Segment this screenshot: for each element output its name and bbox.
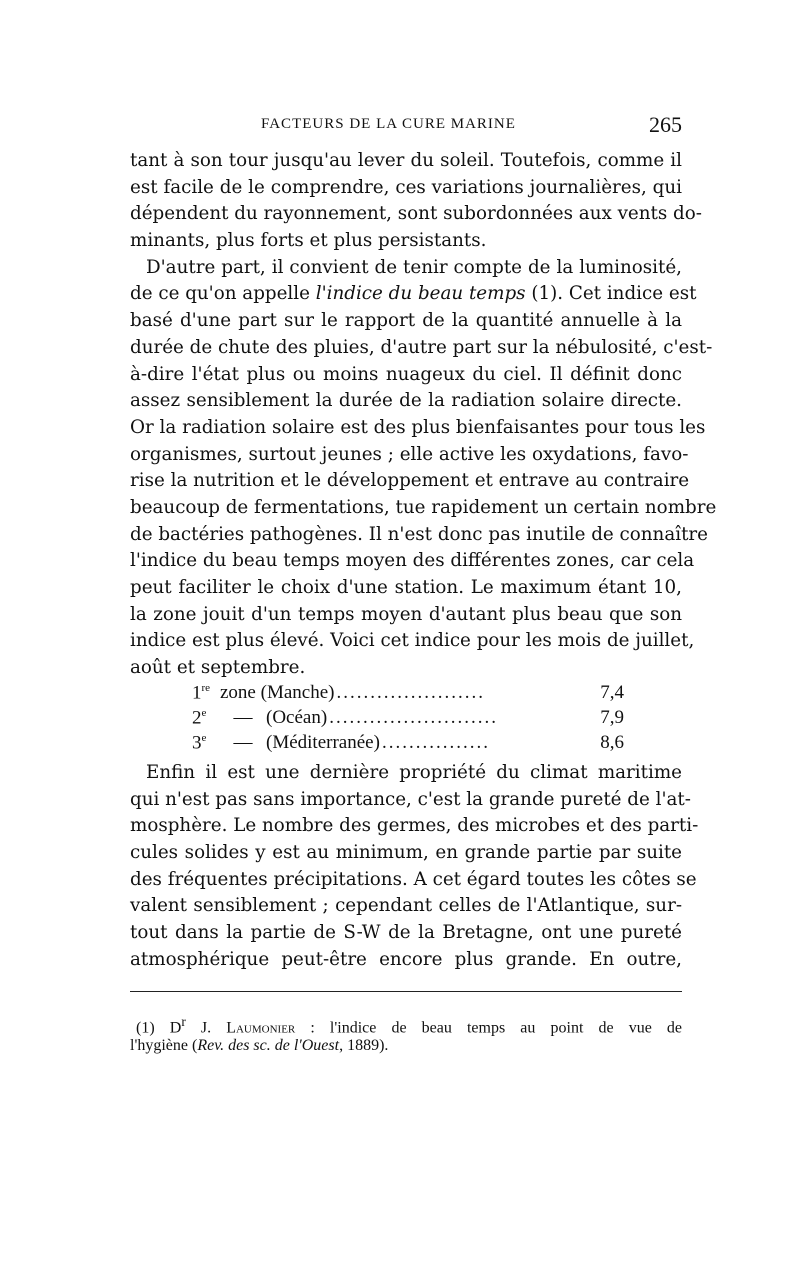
text-line: atmosphérique peut-être encore plus grande. En outre,: [130, 948, 682, 970]
footnote-text: , 1889).: [339, 1037, 389, 1054]
footnote-line: [130, 1034, 682, 1058]
italic-term: l'indice du beau temps: [315, 283, 526, 305]
text-line: mosphère. Le nombre des germes, des microbes et des parti-: [130, 815, 699, 837]
text-fragment: (1). Cet indice est: [525, 283, 697, 305]
text-line: qui n'est pas sans importance, c'est la grande pureté de l'at-: [130, 788, 691, 810]
text-line: l'indice du beau temps moyen des différentes zones, car cela: [130, 550, 695, 572]
text-line: est facile de le comprendre, ces variations journalières, qui: [130, 176, 682, 198]
running-title: FACTEURS DE LA CURE MARINE: [261, 116, 516, 132]
ditto-dash: —: [233, 707, 253, 729]
text-line: peut faciliter le choix d'une station. Le maximum étant 10,: [130, 577, 682, 598]
footnote-marker: (1) D: [136, 1019, 182, 1037]
text-line: organismes, surtout jeunes ; elle active les oxydations, favo-: [130, 443, 689, 465]
text-line: basé d'une part sur le rapport de la quantité annuelle à la: [130, 310, 682, 332]
zone-row: [192, 726, 624, 754]
text-line: dépendent du rayonnement, sont subordonnées aux vents do-: [130, 203, 702, 225]
text-line: cules solides y est au minimum, en grande partie par suite: [130, 842, 682, 864]
zone-index-table: [192, 676, 624, 754]
text-fragment: de ce qu'on appelle: [130, 283, 316, 305]
footnote-marker-sup: r: [181, 1014, 186, 1029]
text-line: Or la radiation solaire est des plus bienfaisantes pour tous les: [130, 416, 706, 438]
leader-dots: ................: [381, 732, 490, 754]
zone-number: 1: [192, 682, 202, 704]
leader-dots: .........................: [329, 707, 498, 729]
text-line-with-italic: [130, 281, 697, 308]
text-line: août et septembre.: [130, 657, 306, 679]
page-number: 265: [649, 112, 682, 137]
zone-word: zone: [220, 682, 256, 704]
zone-value: 7,4: [600, 682, 624, 704]
text-line: D'autre part, il convient de tenir compte de la luminosité,: [146, 256, 682, 278]
footnote-initial: J.: [185, 1019, 227, 1037]
text-line: assez sensiblement la durée de la radiation solaire directe.: [130, 390, 682, 412]
running-head: [0, 112, 682, 140]
text-line: Enfin il est une dernière propriété du climat maritime: [146, 762, 682, 783]
zone-ordinal: [192, 726, 220, 755]
text-line: la zone jouit d'un temps moyen d'autant plus beau que son: [130, 603, 682, 625]
text-line: des fréquentes précipitations. A cet égard toutes les côtes se: [130, 868, 697, 890]
text-line: à-dire l'état plus ou moins nuageux du ciel. Il définit donc: [130, 363, 682, 385]
zone-row: [192, 701, 624, 729]
footnote-line: [130, 1010, 683, 1037]
footnote-text: : l'indice de beau temps au point de vue de: [295, 1019, 683, 1037]
zone-label: [220, 680, 334, 705]
text-line: tant à son tour jusqu'au lever du soleil. Toutefois, comme il: [130, 150, 682, 171]
zone-value: 8,6: [600, 732, 624, 754]
footnote: [130, 1010, 682, 1058]
ditto-dash: —: [233, 732, 253, 754]
text-line: tout dans la partie de S-W de la Bretagne, ont une pureté: [130, 922, 682, 944]
text-line: durée de chute des pluies, d'autre part sur la nébulosité, c'est-: [130, 336, 713, 358]
main-text-upper: [130, 148, 717, 682]
footnote-journal: Rev. des sc. de l'Ouest: [197, 1037, 340, 1054]
zone-number: 2: [192, 707, 202, 729]
zone-name: (Méditerranée): [266, 732, 380, 754]
leader-dots: ......................: [336, 682, 485, 704]
zone-value: 7,9: [600, 707, 624, 729]
text-line: indice est plus élevé. Voici cet indice pour les mois de juillet,: [130, 630, 695, 652]
zone-ordinal-suffix: re: [201, 682, 211, 694]
footnote-rule: [130, 991, 682, 992]
zone-name: (Océan): [266, 707, 328, 729]
zone-name: (Manche): [260, 682, 335, 704]
main-text-lower: [130, 760, 699, 974]
text-line: beaucoup de fermentations, tue rapidement un certain nombre: [130, 496, 717, 518]
text-line: valent sensiblement ; cependant celles de l'Atlantique, sur-: [130, 895, 682, 917]
text-line: rise la nutrition et le développement et entrave au contraire: [130, 470, 690, 492]
zone-number: 3: [192, 732, 202, 754]
footnote-author: Laumonier: [226, 1019, 296, 1037]
footnote-text: l'hygiène (: [130, 1037, 198, 1054]
zone-ordinal-suffix: e: [201, 707, 207, 719]
zone-row: [192, 676, 624, 704]
zone-ordinal-suffix: e: [201, 732, 207, 744]
text-line: minants, plus forts et plus persistants.: [130, 230, 487, 252]
text-line: de bactéries pathogènes. Il n'est donc pas inutile de connaître: [130, 523, 708, 545]
